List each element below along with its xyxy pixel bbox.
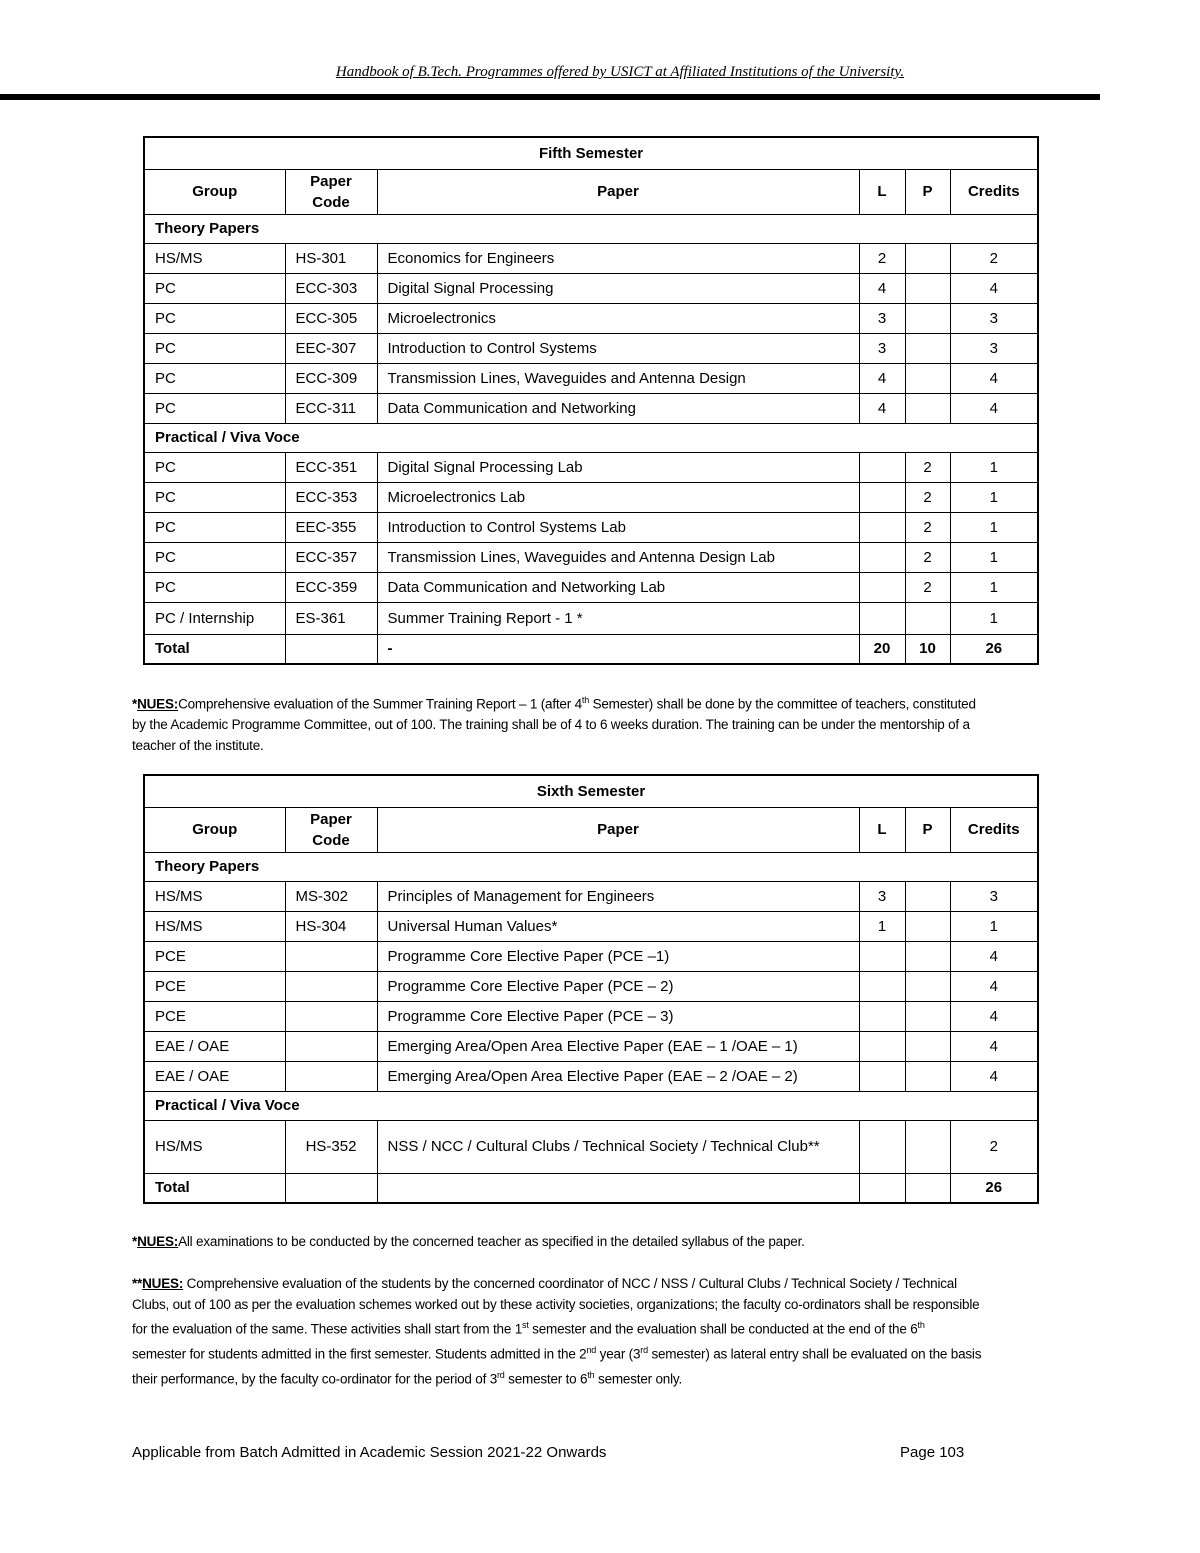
cell-paper: Summer Training Report - 1 * <box>377 602 859 634</box>
cell-paper-code: HS-301 <box>285 243 377 273</box>
cell-p <box>905 941 950 971</box>
cell-p <box>905 243 950 273</box>
cell-l <box>859 1031 905 1061</box>
cell-group: PC <box>144 512 285 542</box>
header-rule <box>0 94 1100 100</box>
cell-p <box>905 1061 950 1091</box>
column-header-row <box>144 169 1038 214</box>
cell-paper-code: EEC-355 <box>285 512 377 542</box>
cell-paper: Economics for Engineers <box>377 243 859 273</box>
cell-credits: 1 <box>950 512 1038 542</box>
cell-paper: Emerging Area/Open Area Elective Paper (EAE – 2 /OAE – 2) <box>377 1061 859 1091</box>
cell-l: 3 <box>859 303 905 333</box>
cell-group: EAE / OAE <box>144 1061 285 1091</box>
column-header-paper-code: Paper Code <box>285 807 377 852</box>
cell-paper: Transmission Lines, Waveguides and Antenna Design Lab <box>377 542 859 572</box>
cell-group: HS/MS <box>144 911 285 941</box>
cell-l <box>859 542 905 572</box>
cell-l: 3 <box>859 881 905 911</box>
cell-paper-code: ECC-305 <box>285 303 377 333</box>
cell-l <box>859 1001 905 1031</box>
cell-p <box>905 1120 950 1173</box>
column-header-l: L <box>859 169 905 214</box>
sixth-semester-table <box>143 774 1039 1204</box>
cell-group: PCE <box>144 1001 285 1031</box>
cell-l: 1 <box>859 911 905 941</box>
semester-title: Fifth Semester <box>144 137 1038 169</box>
cell-group: PCE <box>144 971 285 1001</box>
cell-group: HS/MS <box>144 1120 285 1173</box>
semester-title-row <box>144 137 1038 169</box>
cell-credits: 1 <box>950 602 1038 634</box>
cell-paper-code: MS-302 <box>285 881 377 911</box>
total-credits: 26 <box>950 1173 1038 1203</box>
cell-p <box>905 303 950 333</box>
cell-credits: 3 <box>950 333 1038 363</box>
cell-paper-code <box>285 941 377 971</box>
cell-p <box>905 363 950 393</box>
table-row <box>144 542 1038 572</box>
cell-paper-code: ECC-351 <box>285 452 377 482</box>
cell-credits: 4 <box>950 363 1038 393</box>
cell-credits: 2 <box>950 1120 1038 1173</box>
table-row <box>144 393 1038 423</box>
cell-paper-code: ECC-303 <box>285 273 377 303</box>
column-header-p: P <box>905 169 950 214</box>
cell-paper-code: ECC-311 <box>285 393 377 423</box>
cell-p <box>905 333 950 363</box>
total-label: Total <box>144 634 285 664</box>
note-summer-training: *NUES:Comprehensive evaluation of the Summer Training Report – 1 (after 4th Semester) shall be done by the committee of teachers, constituted by the Academic Programme Committee, out of 100. The training shall be of 4 to 6 weeks duration. The training can be under the mentorship of a teacher of the institute. <box>132 695 976 753</box>
cell-paper: Principles of Management for Engineers <box>377 881 859 911</box>
table-row <box>144 243 1038 273</box>
total-code-empty <box>285 1173 377 1203</box>
cell-group: PC <box>144 482 285 512</box>
column-header-l: L <box>859 807 905 852</box>
cell-p <box>905 393 950 423</box>
cell-p <box>905 1031 950 1061</box>
cell-credits: 4 <box>950 1031 1038 1061</box>
table-row <box>144 1120 1038 1173</box>
column-header-row <box>144 807 1038 852</box>
cell-credits: 1 <box>950 482 1038 512</box>
cell-paper-code: HS-352 <box>285 1120 377 1173</box>
cell-credits: 1 <box>950 452 1038 482</box>
table-row <box>144 452 1038 482</box>
cell-l: 4 <box>859 393 905 423</box>
cell-paper-code: ECC-359 <box>285 572 377 602</box>
cell-paper: Programme Core Elective Paper (PCE – 3) <box>377 1001 859 1031</box>
total-paper <box>377 1173 859 1203</box>
table-row <box>144 971 1038 1001</box>
cell-group: EAE / OAE <box>144 1031 285 1061</box>
cell-paper-code <box>285 1031 377 1061</box>
section-row <box>144 214 1038 243</box>
cell-paper: Transmission Lines, Waveguides and Antenna Design <box>377 363 859 393</box>
cell-credits: 1 <box>950 542 1038 572</box>
cell-paper: Introduction to Control Systems Lab <box>377 512 859 542</box>
cell-p <box>905 911 950 941</box>
cell-paper: Universal Human Values* <box>377 911 859 941</box>
cell-paper: NSS / NCC / Cultural Clubs / Technical Society / Technical Club** <box>377 1120 859 1173</box>
column-header-credits: Credits <box>950 169 1038 214</box>
cell-credits: 4 <box>950 273 1038 303</box>
semester-title: Sixth Semester <box>144 775 1038 807</box>
column-header-group: Group <box>144 807 285 852</box>
table-row <box>144 881 1038 911</box>
total-l <box>859 1173 905 1203</box>
cell-p <box>905 273 950 303</box>
cell-credits: 4 <box>950 1001 1038 1031</box>
cell-p <box>905 1001 950 1031</box>
table-row <box>144 273 1038 303</box>
cell-group: PC <box>144 572 285 602</box>
cell-l <box>859 452 905 482</box>
cell-p <box>905 602 950 634</box>
cell-l <box>859 482 905 512</box>
column-header-credits: Credits <box>950 807 1038 852</box>
cell-credits: 4 <box>950 1061 1038 1091</box>
table-row <box>144 911 1038 941</box>
cell-l <box>859 602 905 634</box>
cell-l: 4 <box>859 363 905 393</box>
cell-paper-code: ES-361 <box>285 602 377 634</box>
cell-paper: Programme Core Elective Paper (PCE – 2) <box>377 971 859 1001</box>
cell-paper-code <box>285 1061 377 1091</box>
cell-p: 2 <box>905 452 950 482</box>
cell-p: 2 <box>905 572 950 602</box>
note-examinations: *NUES:All examinations to be conducted by the concerned teacher as specified in the detailed syllabus of the paper. <box>132 1234 805 1249</box>
cell-credits: 4 <box>950 393 1038 423</box>
total-code-empty <box>285 634 377 664</box>
cell-credits: 1 <box>950 572 1038 602</box>
cell-p: 2 <box>905 512 950 542</box>
table-row <box>144 602 1038 634</box>
cell-paper: Data Communication and Networking <box>377 393 859 423</box>
cell-l <box>859 941 905 971</box>
cell-paper-code <box>285 971 377 1001</box>
table-row <box>144 303 1038 333</box>
section-row <box>144 423 1038 452</box>
cell-l: 2 <box>859 243 905 273</box>
cell-paper: Data Communication and Networking Lab <box>377 572 859 602</box>
section-row <box>144 1091 1038 1120</box>
column-header-paper-code: Paper Code <box>285 169 377 214</box>
cell-paper-code: HS-304 <box>285 911 377 941</box>
cell-credits: 4 <box>950 971 1038 1001</box>
column-header-group: Group <box>144 169 285 214</box>
cell-group: PC <box>144 542 285 572</box>
table-row <box>144 1031 1038 1061</box>
total-credits: 26 <box>950 634 1038 664</box>
table-row <box>144 572 1038 602</box>
cell-group: HS/MS <box>144 881 285 911</box>
cell-l: 3 <box>859 333 905 363</box>
cell-p <box>905 971 950 1001</box>
footer-page-number: Page 103 <box>900 1444 965 1461</box>
cell-paper-code: ECC-309 <box>285 363 377 393</box>
cell-paper: Programme Core Elective Paper (PCE –1) <box>377 941 859 971</box>
table-row <box>144 1001 1038 1031</box>
cell-group: PC <box>144 333 285 363</box>
cell-l <box>859 1061 905 1091</box>
cell-paper-code <box>285 1001 377 1031</box>
cell-l: 4 <box>859 273 905 303</box>
cell-paper: Emerging Area/Open Area Elective Paper (EAE – 1 /OAE – 1) <box>377 1031 859 1061</box>
fifth-semester-table <box>143 136 1039 665</box>
column-header-paper: Paper <box>377 807 859 852</box>
cell-l <box>859 512 905 542</box>
section-label: Practical / Viva Voce <box>144 423 1038 452</box>
table-row <box>144 482 1038 512</box>
cell-group: PC <box>144 363 285 393</box>
cell-credits: 3 <box>950 881 1038 911</box>
table-row <box>144 1061 1038 1091</box>
total-p <box>905 1173 950 1203</box>
cell-credits: 2 <box>950 243 1038 273</box>
cell-paper: Digital Signal Processing Lab <box>377 452 859 482</box>
total-row <box>144 634 1038 664</box>
note-activities: **NUES: Comprehensive evaluation of the students by the concerned coordinator of NCC / NSS / Cultural Clubs / Technical Society / Technical Clubs, out of 100 as per the evaluation schemes worked out by these activity societies, organizations; the faculty co-ordinators shall be responsible for the evaluation of the same. These activities shall start from the 1st semester and the evaluation shall be conducted at the end of the 6th semester for students admitted in the first semester. Students admitted in the 2nd year (3rd semester) as lateral entry shall be evaluated on the basis their performance, by the faculty co-ordinator for the period of 3rd semester to 6th semester only. <box>132 1276 982 1387</box>
semester-title-row <box>144 775 1038 807</box>
column-header-paper: Paper <box>377 169 859 214</box>
cell-group: PC <box>144 393 285 423</box>
cell-credits: 4 <box>950 941 1038 971</box>
cell-paper-code: EEC-307 <box>285 333 377 363</box>
cell-paper-code: ECC-353 <box>285 482 377 512</box>
total-p: 10 <box>905 634 950 664</box>
cell-l <box>859 1120 905 1173</box>
table-row <box>144 333 1038 363</box>
cell-group: HS/MS <box>144 243 285 273</box>
total-paper: - <box>377 634 859 664</box>
total-row <box>144 1173 1038 1203</box>
section-label: Practical / Viva Voce <box>144 1091 1038 1120</box>
cell-l <box>859 971 905 1001</box>
table-row <box>144 512 1038 542</box>
page-header: Handbook of B.Tech. Programmes offered by USICT at Affiliated Institutions of the University. <box>335 64 905 80</box>
cell-paper: Introduction to Control Systems <box>377 333 859 363</box>
cell-paper-code: ECC-357 <box>285 542 377 572</box>
cell-p: 2 <box>905 482 950 512</box>
cell-paper: Microelectronics Lab <box>377 482 859 512</box>
section-row <box>144 852 1038 881</box>
table-row <box>144 941 1038 971</box>
table-row <box>144 363 1038 393</box>
total-l: 20 <box>859 634 905 664</box>
cell-group: PC <box>144 273 285 303</box>
section-label: Theory Papers <box>144 214 1038 243</box>
cell-group: PC <box>144 303 285 333</box>
cell-group: PCE <box>144 941 285 971</box>
cell-paper: Microelectronics <box>377 303 859 333</box>
nues-tag: NUES: <box>137 696 179 712</box>
footer-applicable: Applicable from Batch Admitted in Academic Session 2021-22 Onwards <box>132 1444 607 1461</box>
cell-l <box>859 572 905 602</box>
column-header-p: P <box>905 807 950 852</box>
cell-group: PC / Internship <box>144 602 285 634</box>
total-label: Total <box>144 1173 285 1203</box>
section-label: Theory Papers <box>144 852 1038 881</box>
cell-group: PC <box>144 452 285 482</box>
cell-p: 2 <box>905 542 950 572</box>
cell-credits: 3 <box>950 303 1038 333</box>
cell-credits: 1 <box>950 911 1038 941</box>
cell-paper: Digital Signal Processing <box>377 273 859 303</box>
cell-p <box>905 881 950 911</box>
